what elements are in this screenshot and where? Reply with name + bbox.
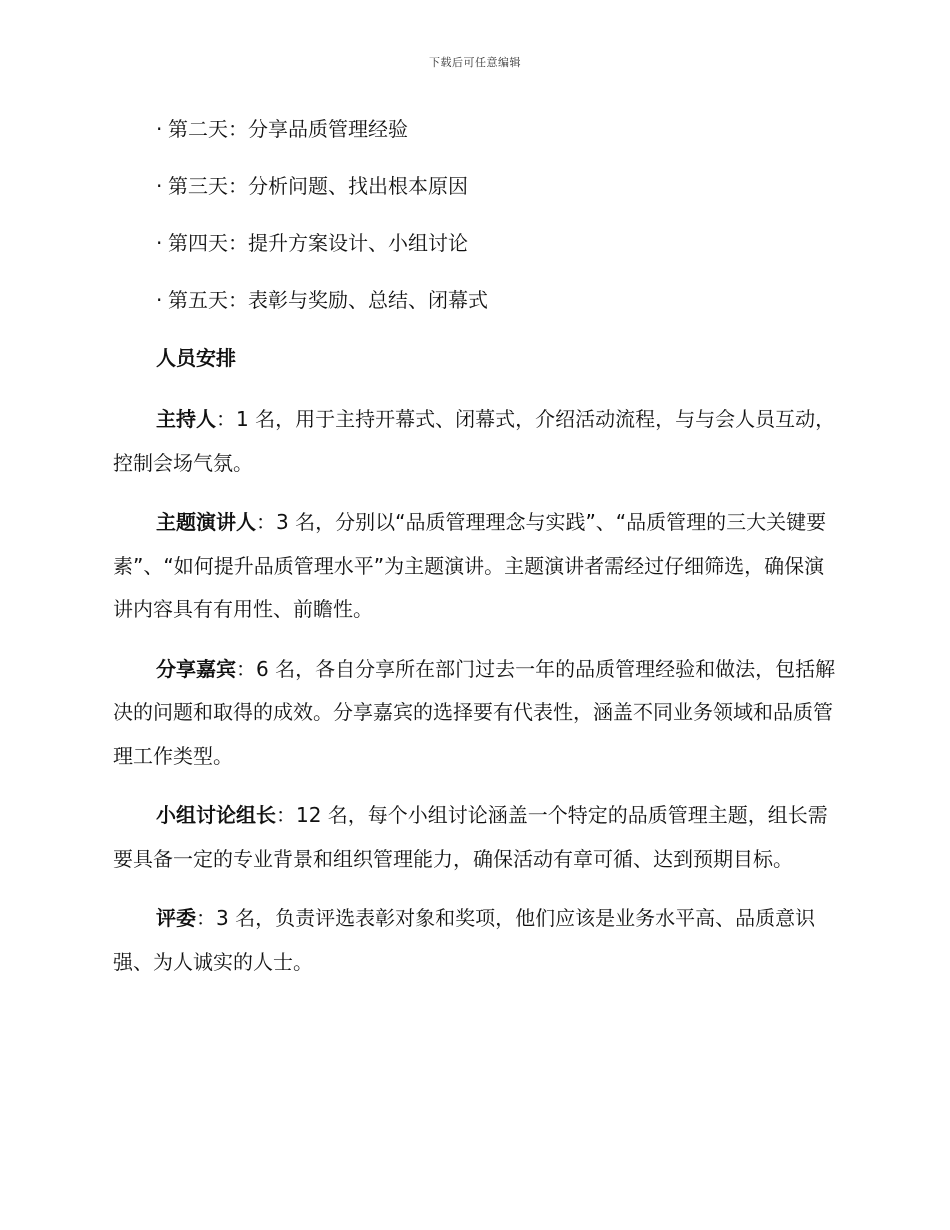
role-paragraph-keynote-speaker [113,501,838,632]
schedule-item [156,169,856,203]
role-description: ：3 名，负责评选表彰对象和奖项，他们应该是业务水平高、品质意识强、为人诚实的人士。 [113,906,816,974]
role-name: 主持人 [156,407,216,431]
section-title: 人员安排 [156,346,236,370]
role-paragraph-host [113,398,838,485]
role-description: ：6 名，各自分享所在部门过去一年的品质管理经验和做法，包括解决的问题和取得的成效。分享嘉宾的选择要有代表性，涵盖不同业务领域和品质管理工作类型。 [113,656,836,768]
page-header: 下载后可任意编辑 [429,56,521,69]
schedule-item-text: 第二天：分享品质管理经验 [168,117,408,141]
schedule-item-text: 第四天：提升方案设计、小组讨论 [168,231,468,255]
schedule-list [156,112,856,340]
schedule-item-text: 第三天：分析问题、找出根本原因 [168,174,468,198]
role-description: ：3 名，分别以“品质管理理念与实践”、“品质管理的三大关键要素”、“如何提升品质管理水平”为主题演讲。主题演讲者需经过仔细筛选，确保演讲内容具有有用性、前瞻性。 [113,510,827,621]
role-paragraph-guest [113,648,838,779]
role-name: 主题演讲人 [156,510,256,534]
role-paragraph-judge [113,897,838,984]
schedule-item [156,283,856,317]
bullet-dot-icon: · [156,231,163,255]
role-paragraph-group-leader [113,794,838,881]
role-name: 分享嘉宾 [156,656,236,681]
bullet-dot-icon: · [156,174,163,198]
role-description: ：1 名，用于主持开幕式、闭幕式，介绍活动流程，与与会人员互动，控制会场气氛。 [113,407,836,475]
bullet-dot-icon: · [156,288,163,312]
schedule-item [156,112,856,146]
roles-section [113,398,838,1000]
role-description: ：12 名，每个小组讨论涵盖一个特定的品质管理主题，组长需要具备一定的专业背景和组织管理能力，确保活动有章可循、达到预期目标。 [113,803,828,871]
role-name: 小组讨论组长 [156,803,276,827]
role-name: 评委 [156,906,196,930]
schedule-item [156,226,856,260]
schedule-item-text: 第五天：表彰与奖励、总结、闭幕式 [168,288,488,312]
bullet-dot-icon: · [156,117,163,141]
